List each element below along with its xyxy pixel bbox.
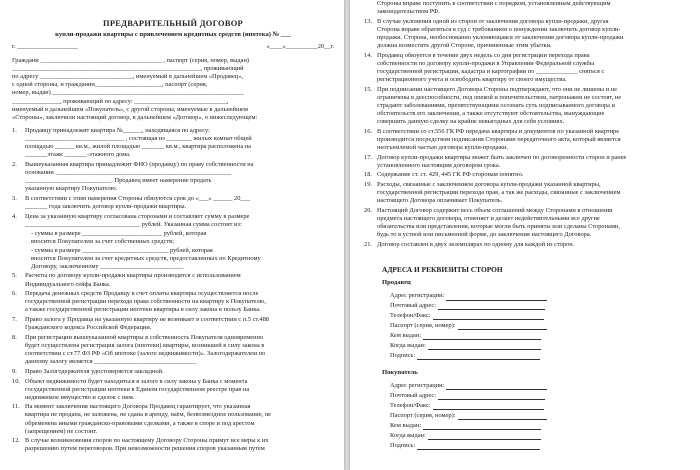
- clause-line: ___________________________. Продавец имеет намерение продать: [25, 177, 212, 184]
- requisite-field: [390, 412, 692, 420]
- requisite-field: [390, 352, 692, 360]
- clause-line: обременена иными гражданско-правовыми сделками, а также в споре и под арестом: [25, 419, 255, 427]
- clause-line: - суммы в размере ___________________________ рублей, которая: [31, 246, 213, 254]
- clause-line: настоящего Договора оплачивает Покупатель.: [377, 197, 503, 205]
- clause-line: а также государственной регистрации ипотеки квартиры в силу закона в пользу Банка.: [25, 306, 261, 314]
- clause-line: продажи. Сторона, необоснованно уклоняющаяся от заключения договора купли-продажи: [377, 33, 624, 41]
- clause-number: 8.: [12, 333, 17, 341]
- clause-line: Право залога у Продавца на указанную квартиру не возникает в соответствии с п.5 ст.488: [25, 316, 269, 324]
- clause-line: В случае уклонения одной из сторон от заключения договора купли-продажи, другая: [377, 17, 609, 25]
- requisite-blank-line: [458, 323, 547, 330]
- requisite-blank-line: [433, 403, 544, 410]
- clause-line: _______ года заключить договор купли-продажи квартиры.: [25, 202, 187, 210]
- requisite-blank-line: [438, 303, 545, 310]
- clause-line: В соответствии со ст.556 ГК РФ передача квартиры и документов по указанной квартире: [377, 127, 620, 135]
- clause-line: При подписании настоящего Договора Стороны подтверждают, что они не лишены и не: [377, 85, 617, 93]
- clause-line: будь то в устной или письменной форме, до заключения настоящего Договора.: [377, 231, 592, 239]
- clause-line: разрешению путем переговоров. При невозможности решения споров указанным путем: [25, 445, 265, 453]
- clause-line: ____________________________________ рублей. Указанная сумма состоит из:: [25, 220, 242, 228]
- clause-line: Право Залогодержателя удостоверяется закладной.: [25, 367, 164, 375]
- clause-item: [12, 213, 334, 229]
- clause-line: Расчеты по договору купли-продажи квартиры производятся с использованием: [25, 272, 241, 280]
- clause-line: совершить данную сделку на крайне невыгодных для себя условиях.: [377, 118, 565, 126]
- preamble-line: Граждани ______________________________________ , паспорт (серия, номер, выдан): [12, 57, 250, 65]
- requisite-label: Подпись:: [390, 351, 416, 359]
- clause-line: Вышеуказанная квартира принадлежит ФИО (продавцу) по праву собственности на: [25, 160, 254, 168]
- clause-number: 14.: [364, 51, 372, 59]
- clause-number: 6.: [12, 290, 17, 298]
- requisite-label: Адрес регистрации:: [390, 382, 445, 390]
- clause-line: государственной регистрации, кадастра и картографии по _____________ сняться с: [377, 67, 605, 75]
- page-right: [350, 0, 700, 470]
- clause-line: Передача денежных средств Продавцу в счет оплаты квартиры осуществляется после: [25, 290, 259, 298]
- requisite-blank-line: [417, 353, 539, 360]
- clause-line: Гражданского кодекса Российской Федерации.: [25, 324, 152, 332]
- requisite-blank-line: [423, 333, 541, 340]
- clause-line: Расходы, связанные с заключением договора купли-продажи указанной квартиры,: [377, 181, 601, 189]
- clause-line: Содержание ст. ст. 429, 445 ГК РФ сторонам понятно.: [377, 171, 524, 179]
- clause-number: 12.: [12, 437, 20, 445]
- clause-line: данному залогу является ________________________________: [25, 358, 197, 366]
- city-field: г. ___________________: [12, 43, 78, 50]
- requisite-label: Паспорт (серия, номер):: [390, 411, 456, 419]
- clause-number: 20.: [364, 207, 372, 214]
- preamble-line: ___________________________________________________________, проживающий: [12, 65, 244, 73]
- clause-line: ограничены в дееспособности, под опекой и попечительством, патронажем не состоят, не: [377, 93, 622, 101]
- clause-number: 18.: [364, 171, 372, 179]
- buyer-fields: [364, 382, 692, 450]
- clause-line: государственной регистрации перехода прав, а так же расходы, связанные с заключением: [377, 189, 621, 197]
- clause-item: [364, 18, 692, 50]
- requisite-field: [390, 441, 692, 449]
- clause-item: [12, 334, 334, 366]
- requisite-blank-line: [446, 383, 546, 390]
- clause-line: Настоящий Договор содержит весь объем соглашений между Сторонами в отношении: [377, 207, 613, 214]
- clause-number: 3.: [12, 194, 17, 202]
- clause-item: [12, 437, 334, 453]
- clause-line: указанную квартиру Покупателю.: [25, 185, 118, 193]
- clause-line: предмета настоящего договора, отменяет и делает недействительными все другие: [377, 215, 600, 223]
- preamble-line: по адресу _____________________________, именуемый в дальнейшем «Продавец»,: [12, 73, 243, 81]
- clause-number: 21.: [364, 240, 372, 248]
- requisite-field: [390, 392, 692, 400]
- clause-line: законодательством РФ.: [377, 8, 440, 16]
- clause-item: [364, 86, 692, 126]
- requisite-label: Когда выдан:: [390, 431, 426, 439]
- clause-line: (запрещением) не состоит.: [25, 427, 98, 435]
- clause-line: недвижимое имущество и сделок с ним.: [25, 393, 135, 401]
- clause-line: Цена за указанную квартиру согласована сторонами и составляет сумму в размере: [25, 212, 250, 220]
- clause-item: [364, 207, 692, 239]
- clause-line: будет осуществлена регистрация залога (ипотеки) квартиры, возникшей в силу закона в: [25, 341, 265, 349]
- clause-item: [364, 241, 692, 249]
- requisite-blank-line: [417, 443, 539, 450]
- clause-number: 1.: [12, 126, 17, 134]
- requisite-label: Почтовый адрес:: [390, 302, 436, 310]
- requisite-label: Когда выдан:: [390, 341, 426, 349]
- clause-number: 11.: [12, 403, 20, 411]
- clause-line: Договору, заключенному __________________________: [31, 262, 184, 270]
- clause-number: 10.: [12, 377, 20, 385]
- clause-line: Стороны вправе поступить в соответствии с порядком, установленным действующим: [377, 0, 611, 7]
- clause-continuation: [364, 0, 692, 16]
- clause-item: [12, 230, 334, 270]
- clause-number: [12, 230, 25, 270]
- seller-label: Продавец: [382, 279, 411, 287]
- clause-item: [12, 272, 334, 288]
- clause-line: _______________________________ , состоящая из ________ жилых комнат общей: [25, 134, 252, 142]
- clauses-list-left: [12, 127, 334, 454]
- clause-number: 7.: [12, 316, 17, 324]
- preamble-line: номер, выдан) ____________________________________________________________: [12, 89, 245, 97]
- clauses-list-right: [364, 18, 692, 249]
- clause-item: [364, 181, 692, 205]
- clause-number: 19.: [364, 181, 372, 189]
- clause-item: [12, 403, 334, 435]
- addresses-title: АДРЕСА И РЕКВИЗИТЫ СТОРОН: [382, 265, 503, 275]
- page-right-content: [350, 0, 700, 450]
- clause-line: вносится Покупателем за счет кредитных средств, предоставленных по Кредитному: [31, 254, 261, 262]
- requisite-label: Кем выдан:: [390, 332, 422, 340]
- clause-item: [12, 316, 334, 332]
- preamble-line: «Стороны», заключили настоящий договор, в дальнейшем «Договор», о нижеследующем:: [12, 113, 258, 121]
- clause-line: Объект недвижимости будет находиться в залоге в силу закона у Банка с момента: [25, 377, 248, 385]
- clause-line: Сторона вправе обратиться в суд с требованием о понуждении заключить договор купли-: [377, 25, 621, 33]
- clause-line: Договор купли-продажи квартиры может быть заключен по договоренности сторон и ранее: [377, 153, 627, 161]
- clause-number: 17.: [364, 153, 372, 161]
- clause-line: страдают заболеваниями, препятствующими осознать суть подписываемого договора и: [377, 101, 615, 109]
- requisite-field: [390, 422, 692, 430]
- clause-line: государственной регистрации перехода права собственности на квартиру к Покупателю,: [25, 298, 267, 306]
- requisite-field: [390, 322, 692, 330]
- page-left: [0, 0, 344, 470]
- clause-item: [12, 378, 334, 402]
- clause-line: квартира не продана, не заложена, не сдана в аренду, наём, безвозмездное пользование, не: [25, 411, 272, 419]
- requisite-blank-line: [458, 413, 547, 420]
- clause-line: вносится Покупателем за счет собственных средств;: [31, 238, 174, 246]
- clause-item: [364, 154, 692, 170]
- clause-item: [12, 290, 334, 314]
- clause-item: [12, 127, 334, 159]
- requisite-blank-line: [428, 343, 542, 350]
- clause-number: 2.: [12, 160, 17, 168]
- clause-number: 4.: [12, 212, 17, 220]
- clause-line: Продавец обязуется в течение двух недель со дня регистрации перехода права: [377, 51, 590, 59]
- requisite-blank-line: [446, 294, 546, 301]
- requisite-label: Подпись:: [390, 441, 416, 449]
- date-field: «____»__________20__г.: [266, 43, 334, 50]
- clause-line: Продавцу принадлежит квартира №______, находящаяся по адресу:: [25, 126, 210, 134]
- requisite-label: Кем выдан:: [390, 421, 422, 429]
- clause-line: обязательства или представления, которые могли быть приняты или сделаны Сторонами,: [377, 223, 620, 231]
- requisite-field: [390, 332, 692, 340]
- clause-number: 9.: [12, 367, 17, 375]
- requisite-blank-line: [438, 393, 545, 400]
- clause-line: При регистрации вышеуказанной квартиры в собственность Покупателя одновременно: [25, 333, 264, 341]
- clause-line: установленного настоящим договором срока.: [377, 161, 501, 169]
- clause-line: производится посредством подписания Сторонами передаточного акта, который является: [377, 135, 621, 143]
- clause-line: На момент заключения настоящего Договора Продавец гарантирует, что указанная: [25, 403, 251, 411]
- requisite-label: Адрес регистрации:: [390, 292, 445, 300]
- clause-line: должна возместить другой Стороне, причиненные этим убытки.: [377, 42, 552, 50]
- clause-line: регистрационного учета и освободить квартиру от своего имущества.: [377, 76, 567, 84]
- clause-line: собственности по договору купли-продажи в Управлении Федеральной службы: [377, 59, 595, 67]
- clause-number: 16.: [364, 127, 372, 135]
- requisite-blank-line: [433, 313, 544, 320]
- page-left-content: [0, 0, 344, 454]
- clause-line: _______этаже _______-этажного дома.: [25, 151, 131, 159]
- clause-item: [12, 195, 334, 211]
- clause-line: Договор составлен в двух экземплярах по одному для каждой из сторон.: [377, 240, 575, 248]
- clause-line: обстоятельств его заключения, а также отсутствуют обстоятельства, вынуждающие: [377, 110, 605, 117]
- preamble-line: с одной стороны, и гражданин_____________________, паспорт (серия,: [12, 81, 208, 89]
- requisite-label: Телефон/Факс:: [390, 402, 431, 410]
- clause-line: основании _______________________________________________________: [25, 168, 232, 176]
- clause-line: В соответствии с этим намерения Стороны обязуются срок до «___» ______ 20___: [25, 194, 250, 202]
- clause-number: 15.: [364, 85, 372, 93]
- clause-number: 5.: [12, 272, 17, 280]
- document-subtitle: купли-продажи квартиры с привлечением кредитных средств (ипотека) № ___: [55, 31, 291, 38]
- preamble: [12, 57, 334, 122]
- clause-line: Индивидуального сейфа Банка.: [25, 280, 111, 288]
- requisite-field: [390, 302, 692, 310]
- clause-line: - суммы в размере _________________________ рублей, которая: [31, 230, 207, 238]
- requisite-label: Телефон/Факс:: [390, 312, 431, 320]
- requisite-blank-line: [428, 433, 542, 440]
- requisite-field: [390, 431, 692, 439]
- clause-number: 13.: [364, 17, 372, 25]
- clause-item: [12, 161, 334, 193]
- clause-line: площадью ______ кв.м., жилой площадью _______ кв.м., квартира расположена на: [25, 143, 252, 151]
- requisite-label: Почтовый адрес:: [390, 392, 436, 400]
- clause-item: [364, 171, 692, 179]
- requisite-field: [390, 402, 692, 410]
- preamble-line: _______________, проживающий по адресу: _____________________________,: [12, 97, 229, 105]
- requisite-field: [390, 292, 692, 300]
- clause-item: [12, 368, 334, 376]
- clause-item: [364, 128, 692, 152]
- requisite-label: Паспорт (серия, номер):: [390, 322, 456, 330]
- seller-fields: [364, 292, 692, 360]
- clause-item: [364, 52, 692, 84]
- requisite-blank-line: [423, 423, 541, 430]
- clause-line: государственной регистрации ипотеки в Едином государственном реестре прав на: [25, 385, 250, 393]
- clause-line: В случае возникновения споров по настоящему Договору Стороны примут все меры к их: [25, 437, 269, 445]
- document-title: ПРЕДВАРИТЕЛЬНЫЙ ДОГОВОР: [103, 19, 243, 28]
- clause-line: соответствии с ст.77 ФЗ РФ «Об ипотеке (залоге недвижимости)». Залогодержателем по: [25, 350, 266, 358]
- clause-line: неотъемлемой частью договора купли-продажи.: [377, 143, 509, 151]
- requisite-field: [390, 342, 692, 350]
- preamble-line: именуемый в дальнейшем «Покупатель», с другой стороны, именуемые в дальнейшем: [12, 105, 248, 113]
- buyer-label: Покупатель: [382, 368, 418, 376]
- city-date-row: [12, 43, 334, 51]
- requisite-field: [390, 312, 692, 320]
- requisite-field: [390, 382, 692, 390]
